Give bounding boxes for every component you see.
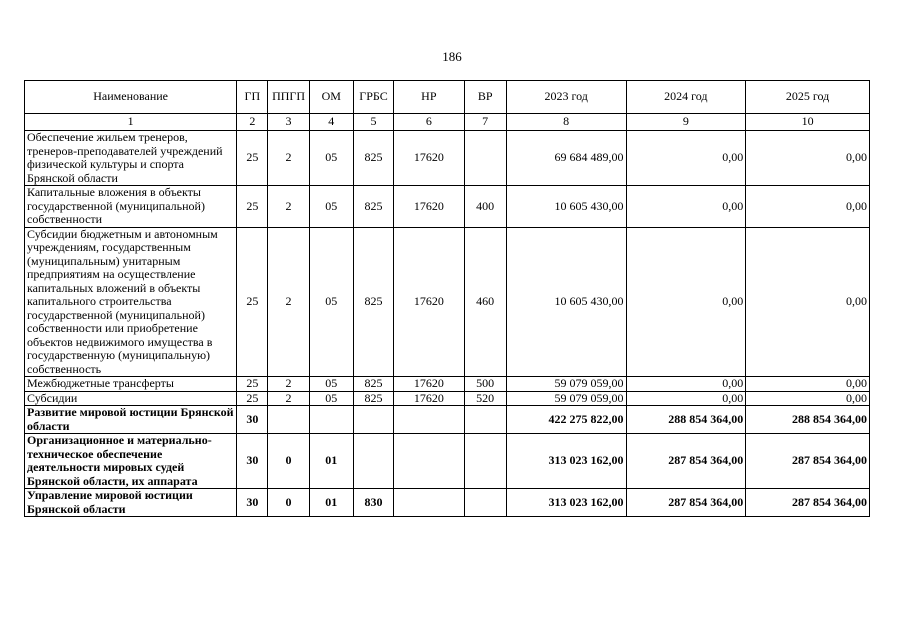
column-number: 1 [25,114,237,131]
column-header-gp: ГП [237,81,268,114]
column-header-om: ОМ [309,81,353,114]
amount-2023-cell: 422 275 822,00 [506,406,626,434]
grbs-cell: 830 [353,489,393,517]
nr-cell [394,406,464,434]
grbs-cell: 825 [353,186,393,228]
gp-cell: 30 [237,489,268,517]
column-number: 3 [268,114,309,131]
row-name-cell: Управление мировой юстиции Брянской области [25,489,237,517]
column-header-ppgp: ППГП [268,81,309,114]
ppgp-cell: 2 [268,131,309,186]
ppgp-cell: 2 [268,227,309,377]
header-row [25,81,870,114]
vr-cell: 520 [464,391,506,406]
nr-cell [394,489,464,517]
vr-cell: 460 [464,227,506,377]
amount-2024-cell: 288 854 364,00 [626,406,746,434]
gp-cell: 25 [237,377,268,392]
amount-2024-cell: 287 854 364,00 [626,434,746,489]
ppgp-cell: 2 [268,391,309,406]
row-name-cell: Субсидии [25,391,237,406]
table-row [25,131,870,186]
om-cell: 05 [309,131,353,186]
gp-cell: 25 [237,391,268,406]
amount-2024-cell: 0,00 [626,186,746,228]
grbs-cell [353,406,393,434]
table-row [25,186,870,228]
amount-2025-cell: 288 854 364,00 [746,406,870,434]
amount-2023-cell: 10 605 430,00 [506,227,626,377]
column-number: 7 [464,114,506,131]
column-header-2023: 2023 год [506,81,626,114]
amount-2024-cell: 0,00 [626,227,746,377]
column-number: 4 [309,114,353,131]
vr-cell [464,131,506,186]
vr-cell: 500 [464,377,506,392]
nr-cell: 17620 [394,227,464,377]
table-row [25,406,870,434]
amount-2025-cell: 0,00 [746,377,870,392]
amount-2023-cell: 59 079 059,00 [506,391,626,406]
amount-2024-cell: 0,00 [626,377,746,392]
table-row [25,377,870,392]
row-name-cell: Организационное и материально-техническое обеспечение деятельности мировых судей Брянской области, их аппарата [25,434,237,489]
ppgp-cell [268,406,309,434]
om-cell: 01 [309,489,353,517]
ppgp-cell: 0 [268,489,309,517]
row-name-cell: Развитие мировой юстиции Брянской области [25,406,237,434]
budget-table [24,80,870,517]
nr-cell: 17620 [394,131,464,186]
column-number: 9 [626,114,746,131]
gp-cell: 25 [237,131,268,186]
amount-2025-cell: 287 854 364,00 [746,434,870,489]
amount-2025-cell: 0,00 [746,391,870,406]
column-header-grbs: ГРБС [353,81,393,114]
column-number: 5 [353,114,393,131]
ppgp-cell: 2 [268,186,309,228]
table-row [25,391,870,406]
nr-cell: 17620 [394,391,464,406]
gp-cell: 30 [237,406,268,434]
nr-cell [394,434,464,489]
grbs-cell: 825 [353,227,393,377]
column-number: 8 [506,114,626,131]
amount-2025-cell: 0,00 [746,227,870,377]
amount-2024-cell: 287 854 364,00 [626,489,746,517]
ppgp-cell: 0 [268,434,309,489]
row-name-cell: Обеспечение жильем тренеров, тренеров-преподавателей учреждений физической культуры и спорта Брянской области [25,131,237,186]
amount-2024-cell: 0,00 [626,391,746,406]
column-number-row [25,114,870,131]
amount-2023-cell: 10 605 430,00 [506,186,626,228]
amount-2023-cell: 69 684 489,00 [506,131,626,186]
grbs-cell: 825 [353,377,393,392]
row-name-cell: Межбюджетные трансферты [25,377,237,392]
column-number: 10 [746,114,870,131]
column-header-2024: 2024 год [626,81,746,114]
amount-2024-cell: 0,00 [626,131,746,186]
grbs-cell: 825 [353,131,393,186]
nr-cell: 17620 [394,186,464,228]
row-name-cell: Субсидии бюджетным и автономным учреждениям, государственным (муниципальным) унитарным предприятиям на осуществление капитальных вложений в объекты капитального строительства государственной (муниципальной) собственности или приобретение объектов недвижимого имущества в государственную (муниципальную) собственность [25,227,237,377]
column-number: 2 [237,114,268,131]
table-row [25,489,870,517]
om-cell: 05 [309,227,353,377]
ppgp-cell: 2 [268,377,309,392]
vr-cell: 400 [464,186,506,228]
column-header-nr: НР [394,81,464,114]
nr-cell: 17620 [394,377,464,392]
grbs-cell [353,434,393,489]
table-row [25,227,870,377]
column-header-vr: ВР [464,81,506,114]
column-header-2025: 2025 год [746,81,870,114]
grbs-cell: 825 [353,391,393,406]
column-number: 6 [394,114,464,131]
om-cell [309,406,353,434]
gp-cell: 30 [237,434,268,489]
vr-cell [464,489,506,517]
om-cell: 05 [309,186,353,228]
om-cell: 01 [309,434,353,489]
row-name-cell: Капитальные вложения в объекты государственной (муниципальной) собственности [25,186,237,228]
amount-2025-cell: 0,00 [746,131,870,186]
amount-2023-cell: 313 023 162,00 [506,434,626,489]
amount-2023-cell: 313 023 162,00 [506,489,626,517]
amount-2025-cell: 0,00 [746,186,870,228]
amount-2025-cell: 287 854 364,00 [746,489,870,517]
page-number: 186 [442,49,462,64]
vr-cell [464,406,506,434]
om-cell: 05 [309,377,353,392]
table-row [25,434,870,489]
vr-cell [464,434,506,489]
column-header-name: Наименование [25,81,237,114]
gp-cell: 25 [237,186,268,228]
om-cell: 05 [309,391,353,406]
amount-2023-cell: 59 079 059,00 [506,377,626,392]
gp-cell: 25 [237,227,268,377]
